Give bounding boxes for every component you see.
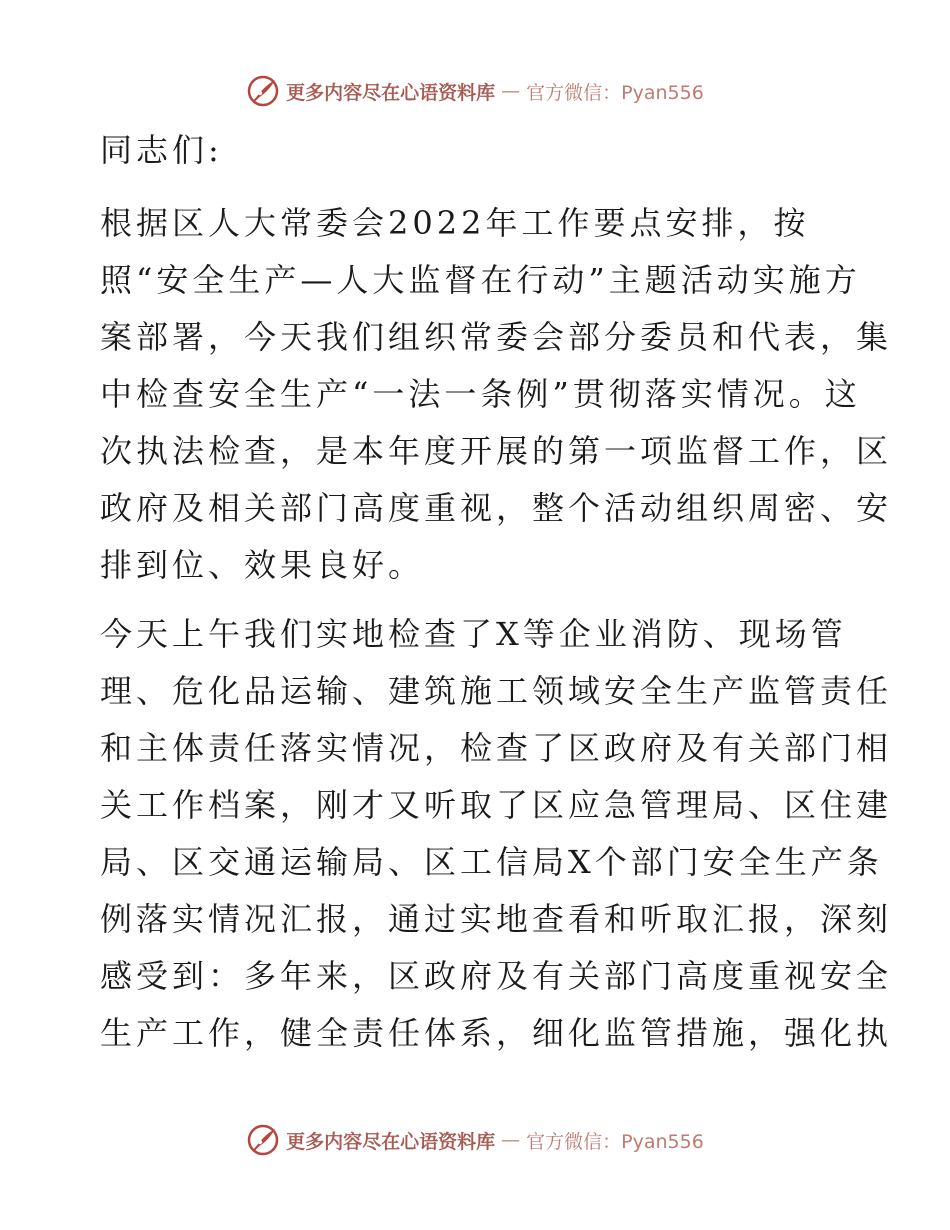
document-body	[100, 118, 893, 1062]
paragraph-line: 次执法检查，是本年度开展的第一项监督工作，区	[100, 432, 893, 470]
paragraph-2	[100, 606, 893, 1062]
paragraph-line: 和主体责任落实情况，检查了区政府及有关部门相	[100, 729, 893, 767]
salutation: 同志们:	[100, 131, 223, 169]
paragraph-line: 关工作档案，刚才又听取了区应急管理局、区住建	[100, 786, 893, 824]
paragraph-line: 排到位、效果良好。	[100, 546, 425, 584]
paragraph-1	[100, 195, 893, 594]
quill-logo-icon	[246, 74, 280, 108]
paragraph-line: 例落实情况汇报，通过实地查看和听取汇报，深刻	[100, 900, 893, 938]
header-wechat-text: 官方微信：Pyan556	[526, 81, 704, 104]
paragraph-line: 照“安全生产—人大监督在行动”主题活动实施方	[100, 261, 861, 299]
paragraph-line: 案部署，今天我们组织常委会部分委员和代表，集	[100, 318, 893, 356]
paragraph-line: 感受到：多年来，区政府及有关部门高度重视安全	[100, 957, 893, 995]
paragraph-line: 局、区交通运输局、区工信局X个部门安全生产条	[100, 843, 883, 881]
footer-banner	[0, 1120, 950, 1160]
footer-brand-text: 更多内容尽在心语资料库	[286, 1130, 496, 1153]
paragraph-line: 根据区人大常委会2022年工作要点安排，按	[100, 204, 810, 242]
paragraph-line: 生产工作，健全责任体系，细化监管措施，强化执	[100, 1014, 893, 1052]
footer-wechat-text: 官方微信：Pyan556	[526, 1130, 704, 1153]
paragraph-line: 中检查安全生产“一法一条例”贯彻落实情况。这	[100, 375, 861, 413]
footer-separator: —	[501, 1129, 521, 1151]
header-separator: —	[501, 80, 521, 102]
quill-logo-icon	[246, 1123, 280, 1157]
header-brand-text: 更多内容尽在心语资料库	[286, 81, 496, 104]
header-banner	[0, 71, 950, 111]
paragraph-line: 今天上午我们实地检查了X等企业消防、现场管	[100, 615, 847, 653]
paragraph-line: 政府及相关部门高度重视，整个活动组织周密、安	[100, 489, 893, 527]
paragraph-line: 理、危化品运输、建筑施工领域安全生产监管责任	[100, 672, 893, 710]
